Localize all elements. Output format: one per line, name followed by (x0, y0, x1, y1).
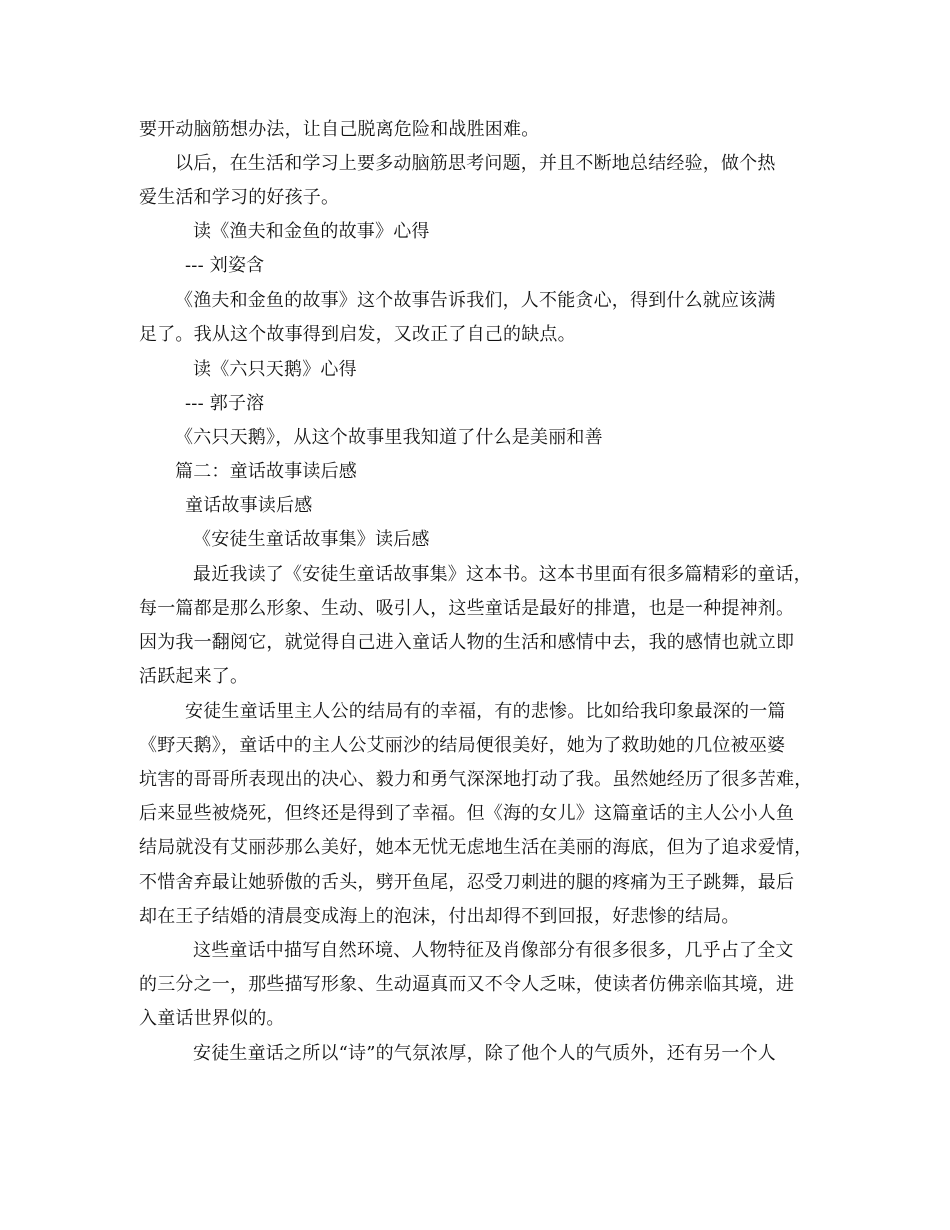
text-line: 要开动脑筋想办法，让自己脱离危险和战胜困难。 (139, 119, 540, 140)
text-line: 安徒生童话里主人公的结局有的幸福，有的悲惨。比如给我印象最深的一篇 (185, 701, 786, 722)
section-heading: 篇二：童话故事读后感 (175, 461, 357, 482)
text-line: --- 刘姿含 (185, 255, 265, 276)
text-line: 却在王子结婚的清晨变成海上的泡沫，付出却得不到回报，好悲惨的结局。 (139, 906, 740, 927)
text-line: 这些童话中描写自然环境、人物特征及肖像部分有很多很多，几乎占了全文 (193, 940, 794, 961)
text-line: 每一篇都是那么形象、生动、吸引人，这些童话是最好的排遣，也是一种提神剂。 (139, 598, 795, 619)
text-line: 因为我一翻阅它，就觉得自己进入童话人物的生活和感情中去，我的感情也就立即 (139, 632, 795, 653)
text-line: 《安徒生童话故事集》读后感 (193, 529, 430, 550)
text-line: 安徒生童话之所以“诗”的气氛浓厚，除了他个人的气质外，还有另一个人 (193, 1043, 777, 1064)
text-line: 读《渔夫和金鱼的故事》心得 (193, 221, 430, 242)
text-line: 最近我读了《安徒生童话故事集》这本书。这本书里面有很多篇精彩的童话， (193, 564, 812, 585)
text-line: 的三分之一，那些描写形象、生动逼真而又不令人乏味，使读者仿佛亲临其境，进 (139, 974, 795, 995)
text-line: 不惜舍弃最让她骄傲的舌头，劈开鱼尾，忍受刀刺进的腿的疼痛为王子跳舞，最后 (139, 872, 795, 893)
text-line: 《六只天鹅》，从这个故事里我知道了什么是美丽和善 (175, 427, 603, 448)
text-line: 爱生活和学习的好孩子。 (139, 187, 340, 208)
text-line: 读《六只天鹅》心得 (193, 359, 357, 380)
text-line: 童话故事读后感 (185, 495, 313, 516)
text-line: 入童话世界似的。 (139, 1008, 285, 1029)
text-line: 活跃起来了。 (139, 666, 249, 687)
text-line: 《野天鹅》，童话中的主人公艾丽沙的结局便很美好，她为了救助她的几位被巫婆 (139, 735, 786, 756)
text-line: 足了。我从这个故事得到启发，又改正了自己的缺点。 (139, 324, 576, 345)
text-line: 结局就没有艾丽莎那么美好，她本无忧无虑地生活在美丽的海底，但为了追求爱情， (139, 837, 813, 858)
text-line: 后来显些被烧死，但终还是得到了幸福。但《海的女儿》这篇童话的主人公小人鱼 (139, 803, 795, 824)
text-line: --- 郭子溶 (185, 393, 265, 414)
text-line: 坑害的哥哥所表现出的决心、毅力和勇气深深地打动了我。虽然她经历了很多苦难， (139, 769, 813, 790)
text-line: 《渔夫和金鱼的故事》这个故事告诉我们，人不能贪心，得到什么就应该满 (175, 290, 776, 311)
text-line: 以后，在生活和学习上要多动脑筋思考问题，并且不断地总结经验，做个热 (175, 153, 776, 174)
